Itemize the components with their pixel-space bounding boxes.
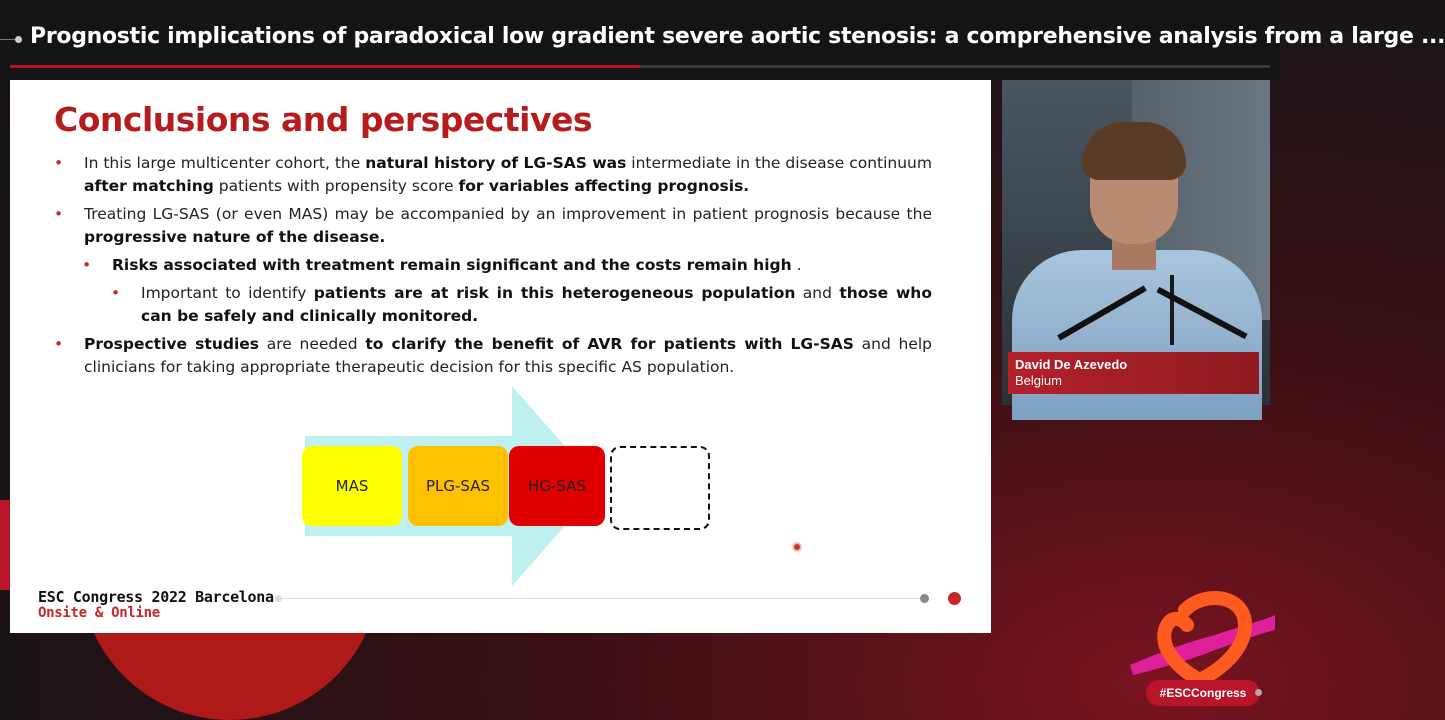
bullet-strong: for variables affecting prognosis.: [458, 177, 750, 195]
slide-progress-line: [278, 598, 928, 599]
bullet-1: [54, 152, 932, 198]
slide: [10, 80, 991, 633]
logo-ribbon: [1130, 615, 1275, 675]
header-dot: [15, 36, 22, 43]
bullet-strong: after matching: [84, 177, 214, 195]
slide-progress-start-dot: [275, 595, 282, 602]
bullet-text: and help clinicians for taking appropriate therapeutic decision for this specific AS population.: [84, 335, 932, 376]
box-empty-dashed: [610, 446, 710, 530]
hashtag-badge: #ESCCongress: [1146, 680, 1260, 706]
slide-progress-current-dot: [948, 592, 961, 605]
bullet-text: and: [795, 284, 840, 302]
bullet-5: [54, 333, 932, 379]
box-hg-sas: [509, 446, 605, 526]
speaker-lanyard: [1170, 275, 1174, 345]
speaker-hair: [1082, 122, 1186, 180]
congress-name: ESC Congress 2022 Barcelona: [38, 588, 274, 606]
bullet-text: Important to identify: [141, 284, 314, 302]
bullet-3: [54, 254, 932, 277]
header-bar: [0, 0, 1445, 80]
bullet-strong: natural history of LG-SAS was: [365, 154, 627, 172]
bullet-strong: patients are at risk in this heterogeneous population: [313, 284, 796, 302]
box-label: HG-SAS: [528, 477, 586, 495]
box-label: PLG-SAS: [425, 477, 491, 495]
box-plg-sas: [408, 446, 508, 526]
bullet-text: patients with propensity score: [213, 177, 459, 195]
bullet-list: [54, 152, 932, 384]
bullet-4: [54, 282, 932, 328]
box-label: MAS: [335, 477, 369, 495]
bullet-strong: Prospective studies: [84, 335, 260, 353]
progress-fill: [10, 65, 640, 68]
bullet-strong: those who can be safely and clinically monitored.: [141, 284, 932, 325]
decor-stripe: [0, 500, 10, 590]
bullet-strong: progressive nature of the disease.: [84, 228, 386, 246]
bullet-2: [54, 203, 932, 249]
hashtag-dot: [1255, 689, 1262, 696]
presentation-title: Prognostic implications of paradoxical low gradient severe aortic stenosis: a comprehensive analysis from a large ...: [30, 24, 1445, 49]
esc-heart-logo: [1125, 595, 1275, 685]
speaker-nameplate: [1008, 352, 1259, 394]
slide-progress-dot: [920, 594, 929, 603]
speaker-country: Belgium: [1015, 373, 1062, 388]
bullet-strong: to clarify the benefit of AVR for patients with LG-SAS: [365, 335, 854, 353]
congress-format: Onsite & Online: [38, 605, 160, 621]
slide-title: Conclusions and perspectives: [54, 100, 592, 139]
bullet-text: Treating LG-SAS (or even MAS) may be accompanied by an improvement in patient prognosis because the: [84, 205, 932, 223]
speaker-name: David De Azevedo: [1015, 357, 1128, 372]
bullet-text: .: [791, 256, 802, 274]
disease-continuum-diagram: [300, 386, 740, 586]
progress-track: [10, 65, 1270, 68]
bullet-text: intermediate in the disease continuum: [626, 154, 932, 172]
bullet-text: In this large multicenter cohort, the: [84, 154, 366, 172]
speaker-shirt: [1012, 250, 1262, 420]
bullet-strong: Risks associated with treatment remain significant and the costs remain high: [112, 256, 792, 274]
laser-pointer: [794, 544, 800, 550]
box-mas: [302, 446, 402, 526]
bullet-text: are needed: [259, 335, 366, 353]
